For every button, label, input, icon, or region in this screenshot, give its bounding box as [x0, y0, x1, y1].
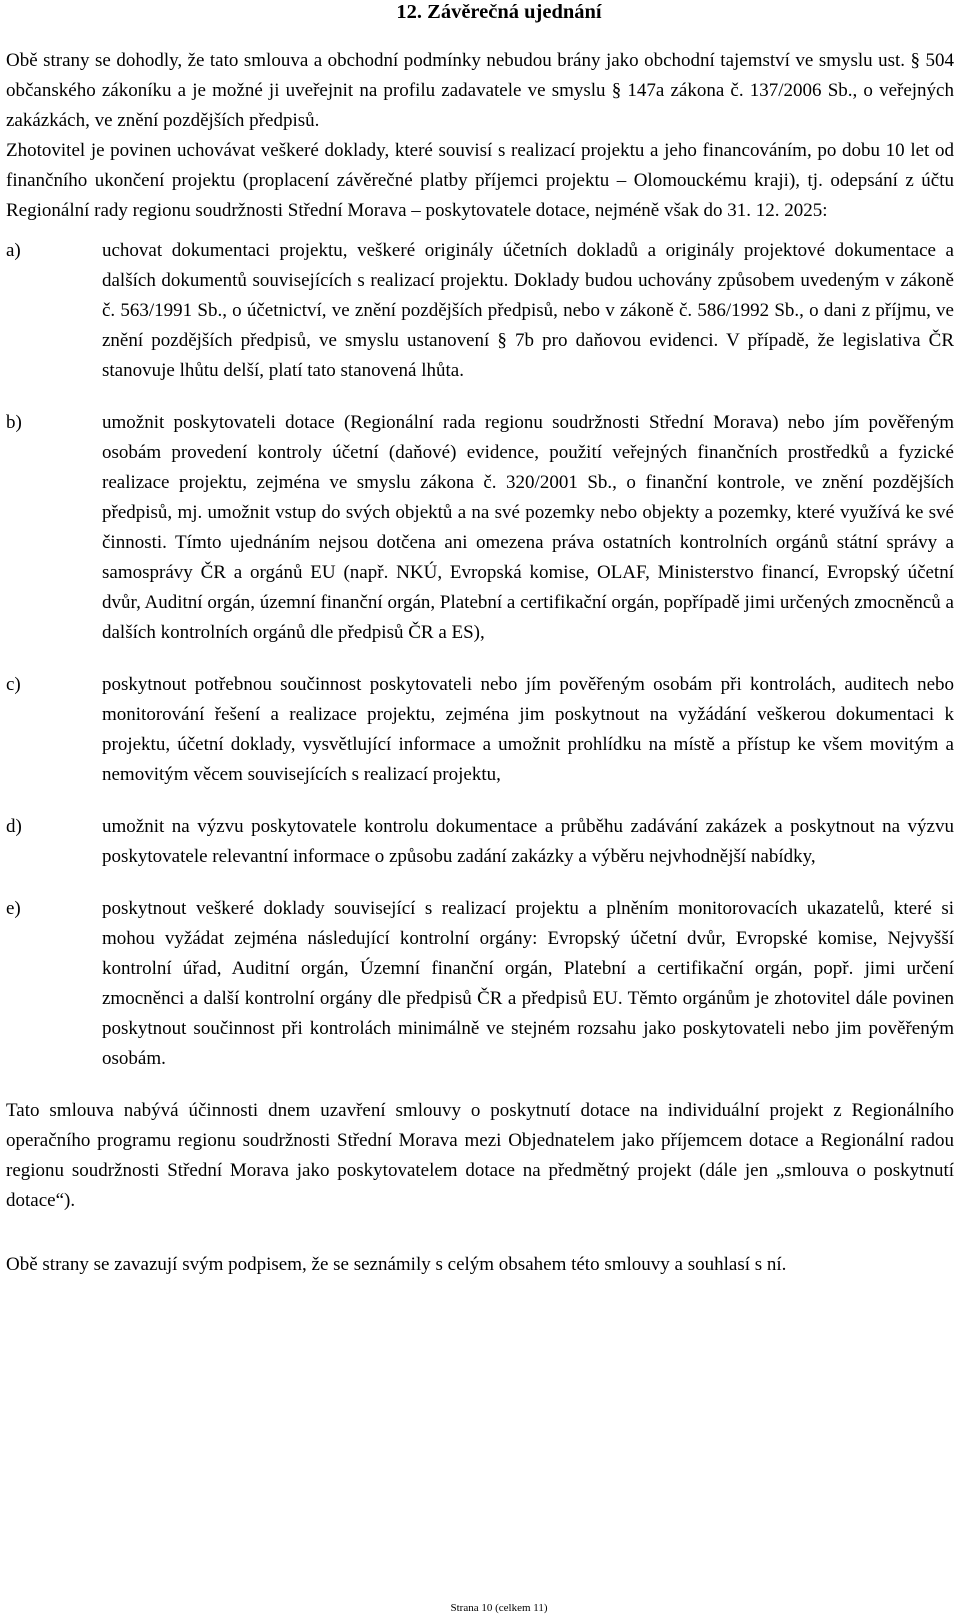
paragraph-documents: Zhotovitel je povinen uchovávat veškeré doklady, které souvisí s realizací projektu a jeho financováním, po dobu 10 let od finančního ukončení projektu (proplacení závěrečné platby příjemci projektu – Olomouckému kraji), tj. odepsání z účtu Regionální rady regionu soudržnosti Střední Morava – poskytovatele dotace, nejméně však do 31. 12. 2025: — [6, 140, 954, 221]
document-page — [6, 0, 954, 1619]
list-item-text: poskytnout potřebnou součinnost poskytovateli nebo jím pověřeným osobám při kontrolách, auditech nebo monitorování řešení a realizace projektu, zejména jim poskytnout na vyžádání veškerou dokumentaci k projektu, účetní doklady, vysvětlující informace a umožnit prohlídku na místě a přístup ke všem movitým a nemovitým věcem souvisejících s realizací projektu, — [102, 674, 954, 785]
page-number-footer: Strana 10 (celkem 11) — [450, 1602, 548, 1614]
list-item — [6, 236, 954, 386]
section-heading: 12. Závěrečná ujednání — [396, 1, 602, 23]
list-item-marker: b) — [6, 412, 22, 433]
list-item-marker: d) — [6, 816, 22, 837]
list-item-text: uchovat dokumentaci projektu, veškeré originály účetních dokladů a originály projektové dokumentace a dalších dokumentů souvisejících s realizací projektu. Doklady budou uchovány způsobem uvedeným v zákoně č. 563/1991 Sb., o účetnictví, ve znění pozdějších předpisů, nebo v zákoně č. 586/1992 Sb., o dani z příjmu, ve znění pozdějších předpisů, ve smyslu ustanovení § 7b pro daňovou evidenci. V případě, že legislativa ČR stanovuje lhůtu delší, platí tato stanovená lhůta. — [102, 240, 954, 381]
paragraph-confidentiality: Obě strany se dohodly, že tato smlouva a obchodní podmínky nebudou brány jako obchodní tajemství ve smyslu ust. § 504 občanského zákoníku a je možné ji uveřejnit na profilu zadavatele ve smyslu § 147a zákona č. 137/2006 Sb., o veřejných zakázkách, ve znění pozdějších předpisů. — [6, 50, 954, 131]
list-item — [6, 812, 954, 872]
list-item-text: poskytnout veškeré doklady související s realizací projektu a plněním monitorovacích ukazatelů, které si mohou vyžádat zejména následující kontrolní orgány: Evropský účetní dvůr, Evropské komise, Nejvyšší kontrolní úřad, Auditní orgán, Územní finanční orgán, Platební a certifikační orgán, popř. jimi určení zmocněnci a další kontrolní orgány dle předpisů ČR a předpisů EU. Těmto orgánům je zhotovitel dále povinen poskytnout součinnost při kontrolách minimálně ve stejném rozsahu jako poskytovateli nebo jim pověřeným osobám. — [102, 898, 954, 1069]
list-item — [6, 408, 954, 648]
obligations-list — [6, 236, 954, 1074]
list-item — [6, 670, 954, 790]
paragraph-signatures: Obě strany se zavazují svým podpisem, že se seznámily s celým obsahem této smlouvy a souhlasí s ní. — [6, 1254, 787, 1275]
paragraph-effectiveness: Tato smlouva nabývá účinnosti dnem uzavření smlouvy o poskytnutí dotace na individuální projekt z Regionálního operačního programu regionu soudržnosti Střední Morava mezi Objednatelem jako příjemcem dotace a Regionální radou regionu soudržnosti Střední Morava jako poskytovatelem dotace na předmětný projekt (dále jen „smlouva o poskytnutí dotace“). — [6, 1100, 954, 1211]
list-item — [6, 894, 954, 1074]
list-item-marker: c) — [6, 674, 21, 695]
list-item-text: umožnit poskytovateli dotace (Regionální rada regionu soudržnosti Střední Morava) nebo jím pověřeným osobám provedení kontroly účetní (daňové) evidence, použití veřejných finančních prostředků a fyzické realizace projektu, zejména ve smyslu zákona č. 320/2001 Sb., o finanční kontrole, ve znění pozdějších předpisů, mj. umožnit vstup do svých objektů a na své pozemky nebo objekty a pozemky, které využívá ke své činnosti. Tímto ujednáním nejsou dotčena ani omezena práva ostatních kontrolních orgánů státní správy a samosprávy ČR a orgánů EU (např. NKÚ, Evropská komise, OLAF, Ministerstvo financí, Evropský účetní dvůr, Auditní orgán, územní finanční orgán, Platební a certifikační orgán, popřípadě jimi určených zmocněnců a dalších kontrolních orgánů dle předpisů ČR a ES), — [102, 412, 954, 643]
list-item-marker: a) — [6, 240, 21, 261]
list-item-marker: e) — [6, 898, 21, 919]
list-item-text: umožnit na výzvu poskytovatele kontrolu dokumentace a průběhu zadávání zakázek a poskytnout na výzvu poskytovatele relevantní informace o způsobu zadání zakázky a výběru nejvhodnější nabídky, — [102, 816, 954, 867]
